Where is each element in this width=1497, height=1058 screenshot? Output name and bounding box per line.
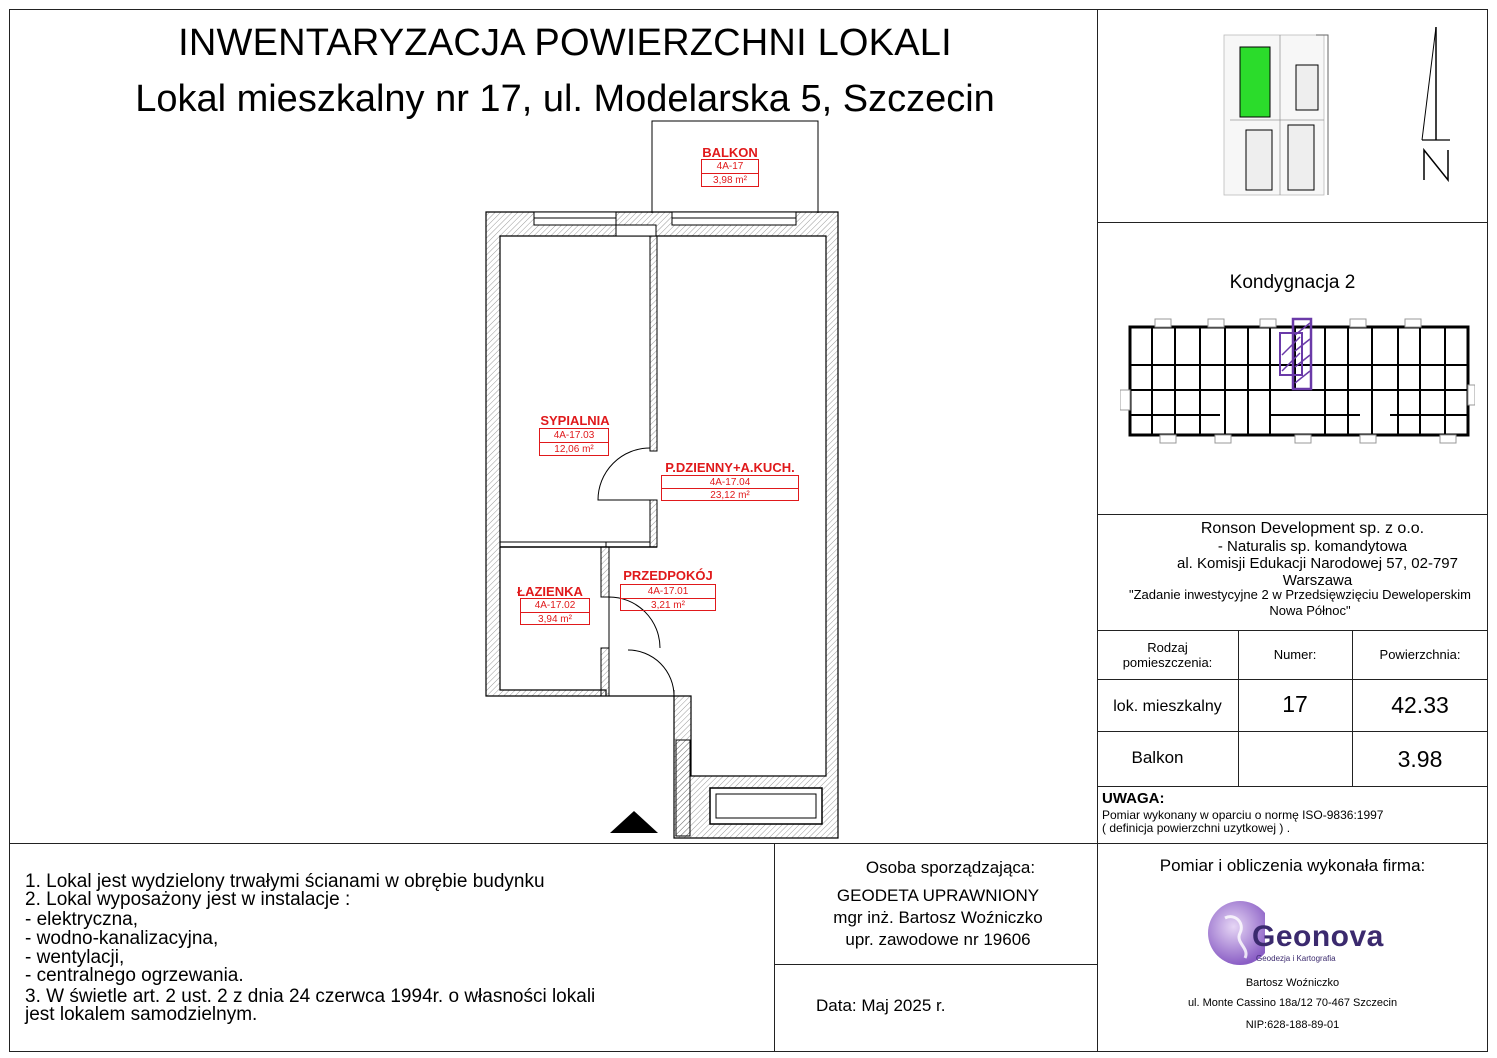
table-bottom-divider bbox=[1097, 786, 1488, 787]
company-nip: NIP:628-188-89-01 bbox=[1245, 1019, 1340, 1031]
room-living-box: 4A-17.04 23,12 m² bbox=[661, 475, 799, 501]
table-header-type: Rodzaj pomieszczenia: bbox=[1122, 640, 1213, 670]
table-row-unit-area: 42.33 bbox=[1391, 692, 1449, 718]
room-bedroom-box: 4A-17.03 12,06 m² bbox=[539, 428, 609, 456]
note-1: 1. Lokal jest wydzielony trwałymi ścianami w obrębie budynku bbox=[25, 871, 545, 892]
entrance-triangle-icon bbox=[610, 811, 658, 833]
surveyor-name: mgr inż. Bartosz Woźniczko bbox=[833, 908, 1043, 927]
room-balcony-name: BALKON bbox=[702, 145, 758, 160]
company-heading: Pomiar i obliczenia wykonała firma: bbox=[1159, 856, 1426, 875]
table-row2-divider bbox=[1097, 731, 1488, 732]
note-4: - wodno-kanalizacyjna, bbox=[25, 928, 219, 949]
uwaga-line2: ( definicja powierzchni uzytkowej ) . bbox=[1102, 821, 1291, 835]
note-3: - elektryczna, bbox=[25, 909, 138, 930]
project-name-line2: Nowa Północ" bbox=[1269, 603, 1351, 618]
floor-key-plan bbox=[1120, 315, 1475, 455]
room-bathroom-name: ŁAZIENKA bbox=[517, 584, 583, 599]
document-date: Data: Maj 2025 r. bbox=[816, 996, 946, 1015]
table-row-unit-number: 17 bbox=[1282, 691, 1308, 717]
room-hall-box: 4A-17.01 3,21 m² bbox=[620, 584, 716, 611]
wall-bathroom bbox=[601, 547, 609, 597]
surveyor-title: GEODETA UPRAWNIONY bbox=[836, 886, 1040, 905]
table-row-unit-type: lok. mieszkalny bbox=[1113, 698, 1222, 715]
table-header-number: Numer: bbox=[1273, 647, 1317, 662]
company-person: Bartosz Woźniczko bbox=[1245, 977, 1340, 989]
right-column-divider bbox=[1097, 9, 1098, 844]
company-logo-name: Geonova bbox=[1252, 920, 1384, 953]
surveyor-divider bbox=[774, 964, 1097, 965]
client-address: al. Komisji Edukacji Narodowej 57, 02-797 Warszawa bbox=[1177, 555, 1458, 589]
project-name-line1: "Zadanie inwestycyjne 2 w Przedsięwzięciu Deweloperskim bbox=[1128, 587, 1472, 602]
floor-label: Kondygnacja 2 bbox=[1229, 272, 1356, 293]
site-key-plan bbox=[1220, 25, 1340, 205]
client-partner: - Naturalis sp. komandytowa bbox=[1217, 538, 1408, 555]
room-living-name: P.DZIENNY+A.KUCH. bbox=[665, 460, 795, 475]
uwaga-title: UWAGA: bbox=[1102, 790, 1165, 807]
service-shaft bbox=[710, 788, 822, 824]
client-name: Ronson Development sp. z o.o. bbox=[1200, 520, 1425, 537]
note-6: - centralnego ogrzewania. bbox=[25, 965, 244, 986]
keyplan-divider bbox=[1097, 222, 1488, 223]
floor-divider bbox=[1097, 514, 1488, 515]
room-bathroom-box: 4A-17.02 3,94 m² bbox=[520, 598, 590, 625]
note-8: jest lokalem samodzielnym. bbox=[25, 1004, 258, 1025]
table-row-balcony-type: Balkon bbox=[1131, 748, 1184, 767]
company-address: ul. Monte Cassino 18a/12 70-467 Szczecin bbox=[1187, 997, 1398, 1009]
uwaga-line1: Pomiar wykonany w oparciu o normę ISO-9836:1997 bbox=[1102, 808, 1384, 822]
page-subtitle: Lokal mieszkalny nr 17, ul. Modelarska 5, Szczecin bbox=[135, 78, 995, 120]
surveyor-heading: Osoba sporządzająca: bbox=[865, 858, 1036, 877]
table-top-divider bbox=[1097, 630, 1488, 631]
wall-bedroom bbox=[650, 236, 657, 451]
exterior-wall bbox=[486, 212, 838, 838]
company-logo-tagline: Geodezja i Kartografia bbox=[1256, 954, 1336, 963]
page-title: INWENTARYZACJA POWIERZCHNI LOKALI bbox=[178, 22, 952, 64]
room-balcony-box: 4A-17 3,98 m² bbox=[701, 159, 759, 187]
table-row1-divider bbox=[1097, 679, 1488, 680]
table-header-area: Powierzchnia: bbox=[1379, 647, 1461, 662]
note-5: - wentylacji, bbox=[25, 947, 125, 968]
window-balcony-door bbox=[616, 225, 656, 236]
table-row-balcony-area: 3.98 bbox=[1397, 746, 1443, 772]
door-entrance bbox=[628, 650, 674, 696]
room-bedroom-name: SYPIALNIA bbox=[540, 413, 610, 428]
room-hall-name: PRZEDPOKÓJ bbox=[623, 568, 713, 583]
surveyor-license: upr. zawodowe nr 19606 bbox=[845, 930, 1031, 949]
note-2: 2. Lokal wyposażony jest w instalacje : bbox=[25, 889, 351, 910]
north-arrow-icon bbox=[1418, 25, 1458, 185]
building-highlight bbox=[1240, 47, 1270, 117]
note-7: 3. W świetle art. 2 ust. 2 z dnia 24 czerwca 1994r. o własności lokali bbox=[25, 986, 596, 1007]
